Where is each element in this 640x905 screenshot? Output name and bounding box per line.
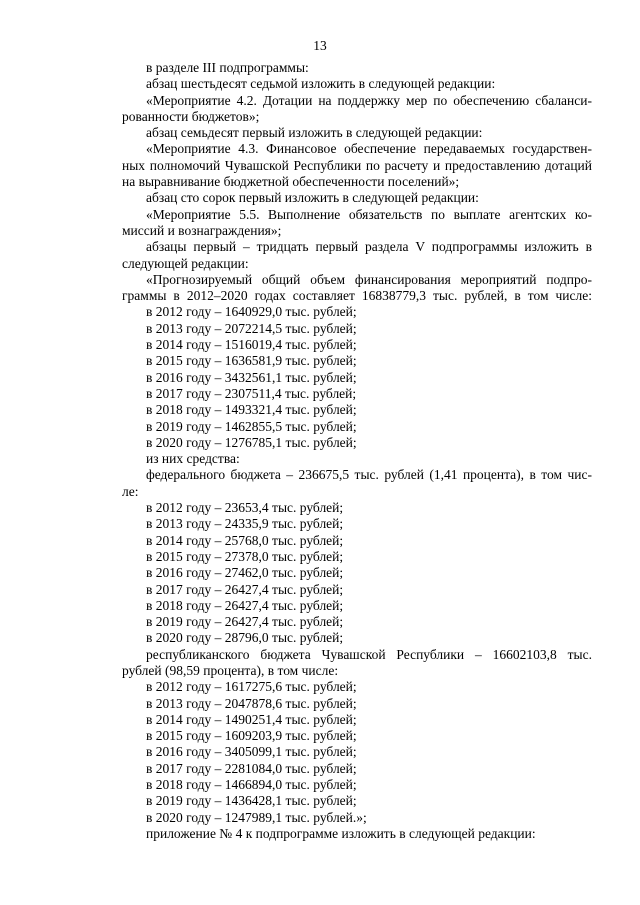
text-line: в 2012 году – 1640929,0 тыс. рублей; — [146, 304, 357, 320]
text-line: «Мероприятие 5.5. Выполнение обязательств по выплате агентских ко- — [146, 206, 592, 222]
text-line: абзац сто сорок первый изложить в следующей редакции: — [146, 190, 479, 206]
text-line: в 2020 году – 1247989,1 тыс. рублей.»; — [146, 809, 367, 825]
text-line: в 2013 году – 24335,9 тыс. рублей; — [146, 516, 344, 532]
text-line: в 2020 году – 28796,0 тыс. рублей; — [146, 630, 344, 646]
text-line: «Мероприятие 4.3. Финансовое обеспечение передаваемых государствен- — [146, 141, 592, 157]
page-number: 13 — [313, 38, 327, 53]
text-line: в 2019 году – 26427,4 тыс. рублей; — [146, 614, 344, 630]
text-line: абзац семьдесят первый изложить в следующей редакции: — [146, 125, 483, 141]
text-line: из них средства: — [146, 451, 240, 467]
text-line: в 2012 году – 1617275,6 тыс. рублей; — [146, 679, 357, 695]
text-line: «Прогнозируемый общий объем финансирования мероприятий подпро- — [146, 271, 592, 287]
text-line: в 2014 году – 1516019,4 тыс. рублей; — [146, 337, 357, 353]
text-line: в 2014 году – 1490251,4 тыс. рублей; — [146, 711, 357, 727]
text-line: в 2017 году – 2281084,0 тыс. рублей; — [146, 760, 357, 776]
text-line: в 2016 году – 3432561,1 тыс. рублей; — [146, 369, 357, 385]
text-line: в 2012 году – 23653,4 тыс. рублей; — [146, 500, 344, 516]
text-line: республиканского бюджета Чувашской Республики – 16602103,8 тыс. — [146, 646, 592, 662]
text-line: миссий и вознаграждения»; — [122, 222, 282, 238]
text-line: в 2014 году – 25768,0 тыс. рублей; — [146, 532, 344, 548]
text-line: абзац шестьдесят седьмой изложить в следующей редакции: — [146, 76, 496, 92]
text-line: в разделе III подпрограммы: — [146, 60, 309, 75]
text-line: в 2016 году – 27462,0 тыс. рублей; — [146, 565, 344, 581]
text-line: рублей (98,59 процента), в том числе: — [122, 662, 339, 678]
document-body — [122, 60, 592, 842]
text-line: на выравнивание бюджетной обеспеченности поселений»; — [122, 174, 460, 190]
text-line: «Мероприятие 4.2. Дотации на поддержку мер по обеспечению сбаланси- — [146, 92, 592, 108]
text-line: в 2013 году – 2072214,5 тыс. рублей; — [146, 320, 357, 336]
text-line: в 2013 году – 2047878,6 тыс. рублей; — [146, 695, 357, 711]
text-line: в 2020 году – 1276785,1 тыс. рублей; — [146, 434, 357, 450]
text-line: граммы в 2012–2020 годах составляет 16838779,3 тыс. рублей, в том числе: — [122, 288, 592, 304]
text-line: в 2015 году – 27378,0 тыс. рублей; — [146, 548, 344, 564]
text-line: в 2015 году – 1609203,9 тыс. рублей; — [146, 728, 357, 744]
text-line: в 2019 году – 1436428,1 тыс. рублей; — [146, 793, 357, 809]
text-line: в 2018 году – 1493321,4 тыс. рублей; — [146, 402, 357, 418]
text-line: рованности бюджетов»; — [122, 108, 260, 124]
text-line: приложение № 4 к подпрограмме изложить в следующей редакции: — [146, 825, 536, 841]
text-line: в 2019 году – 1462855,5 тыс. рублей; — [146, 418, 357, 434]
text-line: абзацы первый – тридцать первый раздела V подпрограммы изложить в — [146, 239, 592, 255]
text-line: следующей редакции: — [122, 255, 249, 271]
text-line: в 2017 году – 26427,4 тыс. рублей; — [146, 581, 344, 597]
text-line: в 2017 году – 2307511,4 тыс. рублей; — [146, 385, 357, 401]
text-line: ных полномочий Чувашской Республики по расчету и предоставлению дотаций — [122, 157, 592, 173]
text-line: в 2018 году – 1466894,0 тыс. рублей; — [146, 777, 357, 793]
text-line: в 2016 году – 3405099,1 тыс. рублей; — [146, 744, 357, 760]
text-line: в 2018 году – 26427,4 тыс. рублей; — [146, 597, 344, 613]
text-line: в 2015 году – 1636581,9 тыс. рублей; — [146, 353, 357, 369]
text-line: ле: — [122, 483, 139, 499]
text-line: федерального бюджета – 236675,5 тыс. рублей (1,41 процента), в том чис- — [146, 467, 592, 483]
